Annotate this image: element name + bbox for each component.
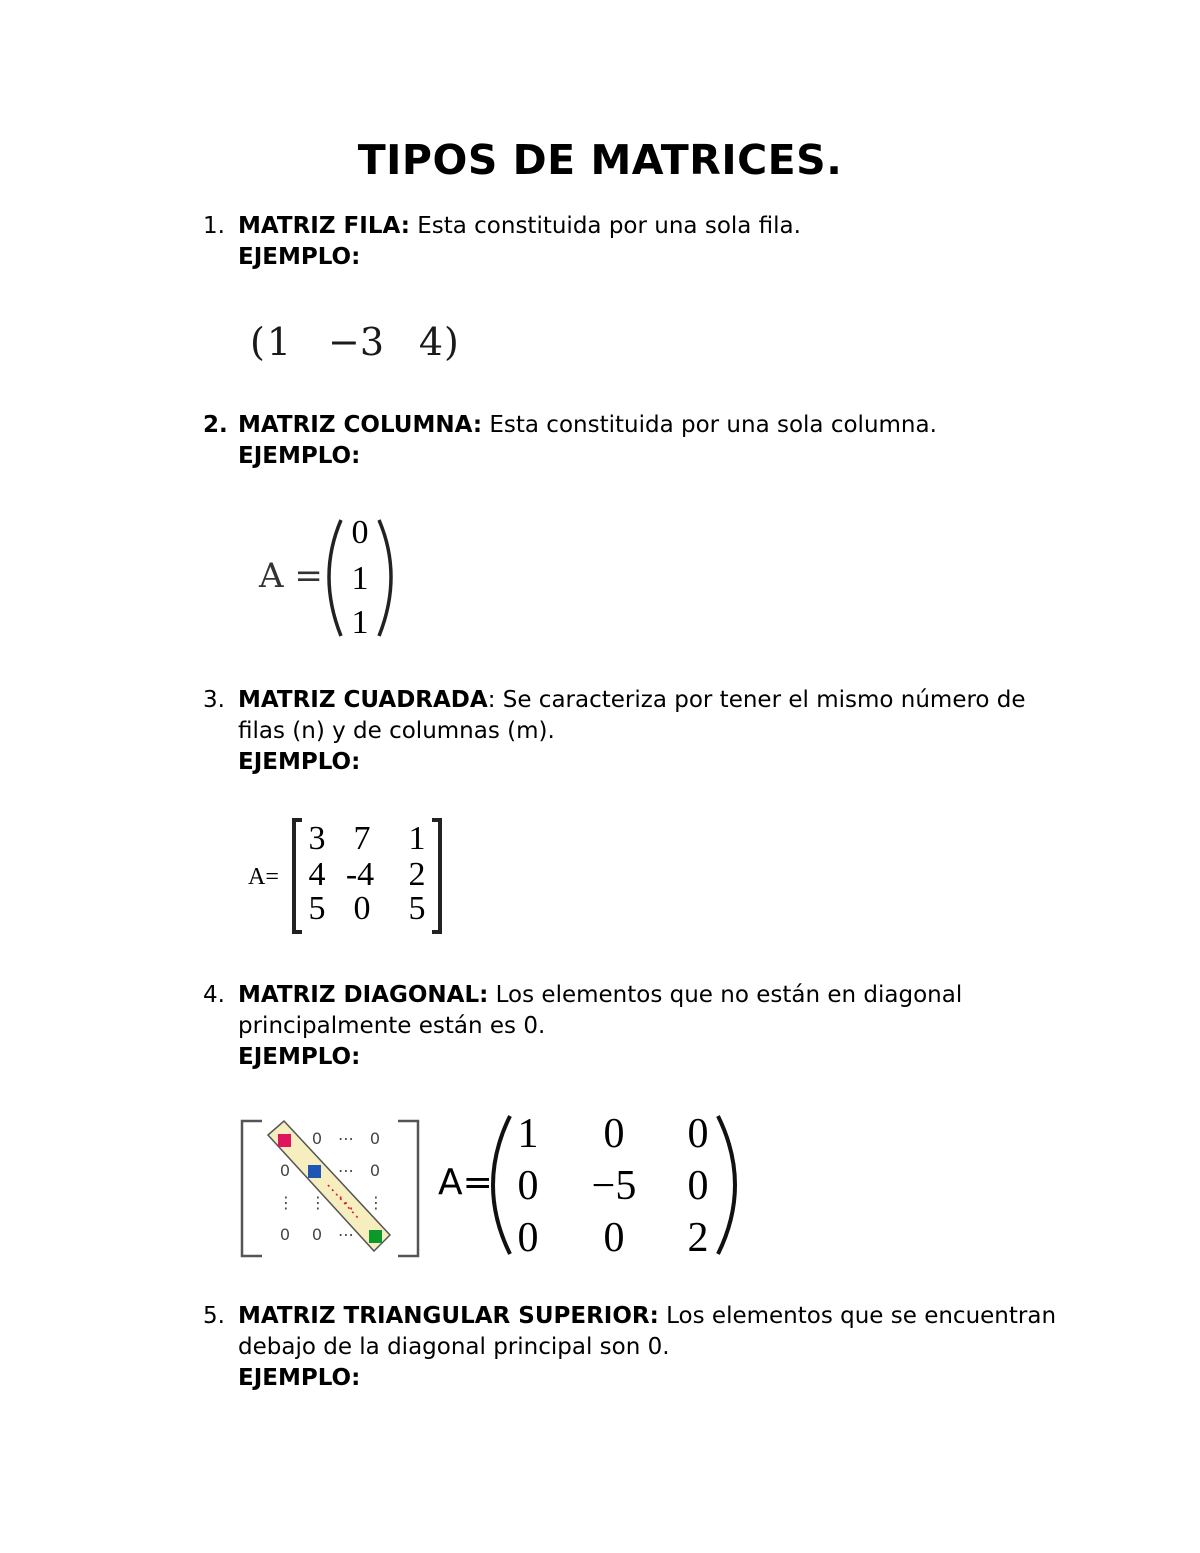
page-title: TIPOS DE MATRICES.	[357, 136, 843, 184]
example-row-matrix: ( 1 −3 4 )	[250, 320, 459, 364]
matrix-cell: 0	[353, 890, 371, 927]
matrix-name: A =	[259, 556, 323, 596]
matrix-cell: 0	[603, 1111, 625, 1157]
diagram-cell: 0	[311, 1225, 323, 1244]
matrix-cell: 0	[517, 1163, 539, 1209]
matrix-cell: 0	[687, 1111, 709, 1157]
matrix-cell: 0	[351, 514, 369, 551]
diagram-cell: ⋯	[338, 1129, 354, 1148]
diagonal-marker	[308, 1165, 321, 1178]
matrix-name: A=	[438, 1162, 493, 1203]
item-description: Esta constituida por una sola columna.	[482, 412, 937, 438]
matrix-cell: 4	[308, 856, 326, 893]
paren-brackets	[255, 510, 415, 646]
matrix-name: A=	[248, 864, 279, 890]
list-item-matriz-diagonal	[203, 980, 1063, 1073]
matrix-cell: 2	[687, 1215, 709, 1261]
example-label: EJEMPLO:	[238, 749, 361, 775]
item-description: Los elementos que no están en diagonal principalmente están es 0.	[238, 982, 963, 1039]
matrix-cell: 0	[687, 1163, 709, 1209]
item-number: 2.	[203, 412, 228, 438]
diagonal-marker	[278, 1134, 291, 1147]
matrix-cell: 1	[351, 560, 369, 597]
example-label: EJEMPLO:	[238, 244, 361, 270]
example-diagonal-matrix	[438, 1110, 748, 1260]
matrix-cell: 5	[408, 890, 426, 927]
diagram-cell: ⋮	[278, 1193, 294, 1212]
diagram-cell: 0	[311, 1129, 323, 1148]
diagram-cell: ⋱	[338, 1193, 354, 1212]
item-number: 4.	[203, 982, 225, 1008]
matrix-cell: 4	[418, 320, 444, 364]
item-label: MATRIZ TRIANGULAR SUPERIOR:	[238, 1303, 659, 1329]
diagram-cell: 0	[279, 1225, 291, 1244]
item-label: MATRIZ COLUMNA:	[238, 412, 483, 438]
item-label: MATRIZ FILA:	[238, 213, 410, 239]
matrix-cell: −5	[591, 1163, 637, 1209]
diagonal-diagram	[238, 1115, 424, 1263]
example-label: EJEMPLO:	[238, 1044, 361, 1070]
list-item-matriz-cuadrada	[203, 685, 1063, 778]
list-item-matriz-triangular-superior	[203, 1301, 1063, 1394]
diagram-cell: 0	[369, 1161, 381, 1180]
matrix-cell: 1	[517, 1111, 539, 1157]
item-number: 5.	[203, 1303, 225, 1329]
matrix-cell: 0	[603, 1215, 625, 1261]
matrix-cell: 7	[353, 820, 371, 857]
item-number: 1.	[203, 213, 225, 239]
item-label: MATRIZ CUADRADA	[238, 687, 488, 713]
matrix-cell: 1	[351, 604, 369, 641]
example-label: EJEMPLO:	[238, 443, 361, 469]
matrix-cell: 3	[308, 820, 326, 857]
item-number: 3.	[203, 687, 225, 713]
example-label: EJEMPLO:	[238, 1365, 361, 1391]
matrix-cell: −3	[328, 320, 385, 364]
item-description: Esta constituida por una sola fila.	[409, 213, 801, 239]
matrix-cell: 1	[408, 820, 426, 857]
example-column-matrix	[255, 510, 415, 646]
matrix-cell: 2	[408, 856, 426, 893]
matrix-cell: -4	[345, 856, 375, 893]
item-label: MATRIZ DIAGONAL:	[238, 982, 489, 1008]
diagonal-marker	[369, 1230, 382, 1243]
diagram-cell: ⋮	[310, 1193, 326, 1212]
diagram-cell: ⋯	[338, 1161, 354, 1180]
list-item-matriz-columna	[203, 410, 1063, 472]
matrix-cell: 5	[308, 890, 326, 927]
diagram-graphic	[238, 1115, 424, 1263]
diagram-cell: ⋯	[338, 1225, 354, 1244]
list-item-matriz-fila	[203, 211, 1063, 273]
diagram-cell: 0	[369, 1129, 381, 1148]
item-description: : Se caracteriza por tener el mismo número de filas (n) y de columnas (m).	[238, 687, 1026, 744]
item-description: Los elementos que se encuentran debajo de la diagonal principal son 0.	[238, 1303, 1057, 1360]
diagram-cell: ⋮	[368, 1193, 384, 1212]
diagram-cell: 0	[279, 1161, 291, 1180]
matrix-cell: 0	[517, 1215, 539, 1261]
matrix-cell: 1	[266, 320, 292, 364]
example-square-matrix	[246, 812, 456, 942]
